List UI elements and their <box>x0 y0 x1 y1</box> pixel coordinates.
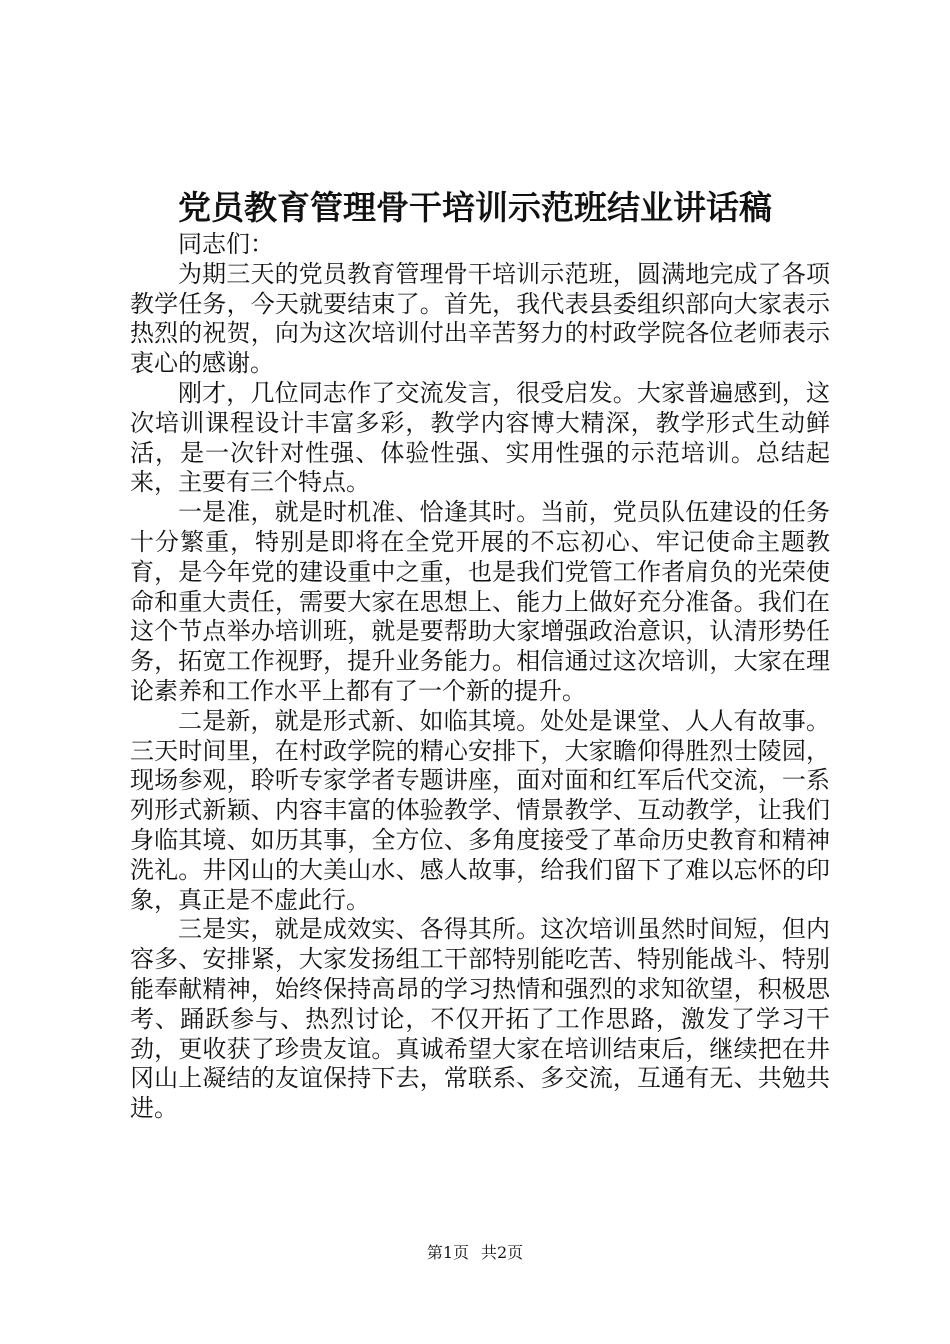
page-number-total: 共2页 <box>481 1243 524 1262</box>
paragraph-1: 为期三天的党员教育管理骨干培训示范班，圆满地完成了各项教学任务，今天就要结束了。首先，我代表县委组织部向大家表示热烈的祝贺，向为这次培训付出辛苦努力的村政学院各位老师表示衷心的感谢。 <box>130 259 830 378</box>
paragraph-5: 三是实，就是成效实、各得其所。这次培训虽然时间短，但内容多、安排紧，大家发扬组工干部特别能吃苦、特别能战斗、特别能奉献精神，始终保持高昂的学习热情和强烈的求知欲望，积极思考、踊跃参与、热烈讨论，不仅开拓了工作思路，激发了学习干劲，更收获了珍贵友谊。真诚希望大家在培训结束后，继续把在井冈山上凝结的友谊保持下去，常联系、多交流，互通有无、共勉共进。 <box>130 915 830 1123</box>
document-body <box>130 230 830 1124</box>
page-footer <box>0 1242 950 1264</box>
paragraph-4: 二是新，就是形式新、如临其境。处处是课堂、人人有故事。三天时间里，在村政学院的精心安排下，大家瞻仰得胜烈士陵园，现场参观，聆听专家学者专题讲座，面对面和红军后代交流，一系列形式新颖、内容丰富的体验教学、情景教学、互动教学，让我们身临其境、如历其事，全方位、多角度接受了革命历史教育和精神洗礼。井冈山的大美山水、感人故事，给我们留下了难以忘怀的印象，真正是不虚此行。 <box>130 706 830 914</box>
paragraph-3: 一是准，就是时机准、恰逢其时。当前，党员队伍建设的任务十分繁重，特别是即将在全党开展的不忘初心、牢记使命主题教育，是今年党的建设重中之重，也是我们党管工作者肩负的光荣使命和重大责任，需要大家在思想上、能力上做好充分准备。我们在这个节点举办培训班，就是要帮助大家增强政治意识，认清形势任务，拓宽工作视野，提升业务能力。相信通过这次培训，大家在理论素养和工作水平上都有了一个新的提升。 <box>130 498 830 705</box>
paragraph-2: 刚才，几位同志作了交流发言，很受启发。大家普遍感到，这次培训课程设计丰富多彩，教学内容博大精深，教学形式生动鲜活，是一次针对性强、体验性强、实用性强的示范培训。总结起来，主要有三个特点。 <box>130 378 830 497</box>
page-number-current: 第1页 <box>426 1243 469 1262</box>
salutation: 同志们： <box>178 230 274 258</box>
document-title: 党员教育管理骨干培训示范班结业讲话稿 <box>178 188 772 227</box>
